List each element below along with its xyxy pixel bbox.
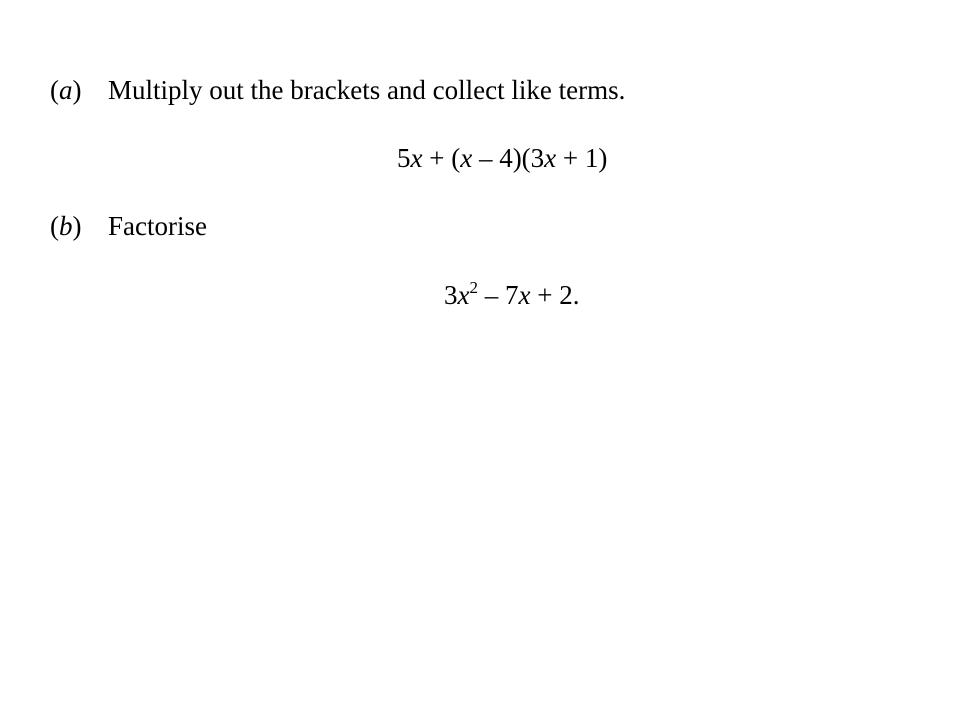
expr-variable: x [460, 143, 473, 173]
expr-term: 5 [397, 143, 411, 173]
expr-variable: x [410, 143, 423, 173]
question-b-instruction: Factorise [108, 211, 207, 241]
label-open-paren: ( [50, 211, 59, 241]
expr-term: + ( [422, 143, 461, 173]
expr-variable: x [518, 280, 531, 310]
question-b-expression [444, 278, 580, 310]
label-open-paren: ( [50, 75, 59, 105]
expr-exponent: 2 [469, 278, 478, 297]
label-close-paren: ) [72, 211, 82, 241]
label-letter: a [59, 75, 73, 105]
label-letter: b [59, 211, 73, 241]
question-a-expression [397, 145, 607, 172]
question-a-label [50, 77, 82, 104]
label-close-paren: ) [72, 75, 82, 105]
expr-variable: x [544, 143, 557, 173]
question-a-instruction: Multiply out the brackets and collect like terms. [108, 75, 626, 105]
expr-term: – 4)(3 [472, 143, 545, 173]
expr-term: 3 [444, 280, 458, 310]
expr-term: – 7 [477, 280, 519, 310]
expr-variable: x [457, 280, 470, 310]
expr-term: + 2. [530, 280, 580, 310]
question-b-label [50, 213, 82, 240]
expr-term: + 1) [556, 143, 608, 173]
